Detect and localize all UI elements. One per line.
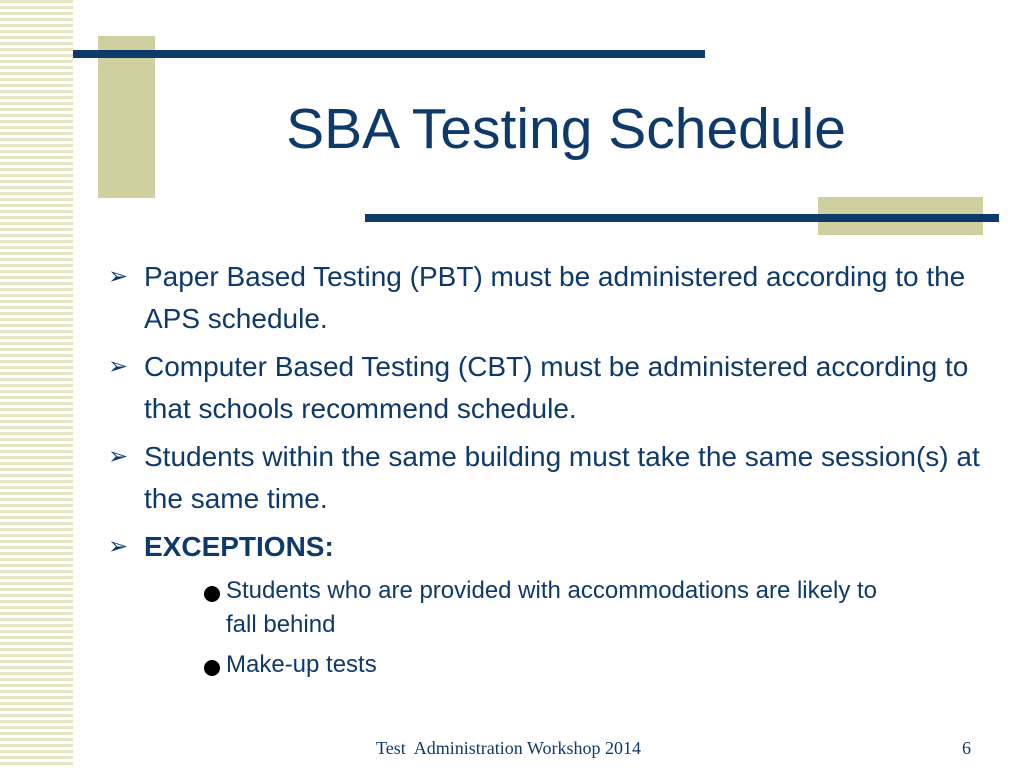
sub-bullet-item bbox=[204, 574, 886, 642]
bullet-text: Students within the same building must take the same session(s) at the same time. bbox=[144, 441, 980, 514]
arrow-bullet-icon: ➢ bbox=[108, 263, 129, 290]
slide-body bbox=[106, 256, 986, 688]
page-number: 6 bbox=[962, 738, 971, 758]
decorative-tan-block-top bbox=[98, 36, 155, 198]
arrow-bullet-icon: ➢ bbox=[108, 443, 129, 470]
sub-bullet-text: Students who are provided with accommodations are likely to fall behind bbox=[226, 577, 877, 638]
bullet-item-exceptions bbox=[106, 526, 986, 568]
dot-bullet-icon bbox=[204, 660, 220, 676]
footer-text: Test Administration Workshop 2014 bbox=[376, 738, 641, 758]
bullet-text: Computer Based Testing (CBT) must be administered according to that schools recommend schedule. bbox=[144, 351, 969, 424]
bullet-item bbox=[106, 346, 986, 430]
sub-bullet-text: Make-up tests bbox=[226, 651, 377, 678]
arrow-bullet-icon: ➢ bbox=[108, 533, 129, 560]
slide-title: SBA Testing Schedule bbox=[286, 97, 846, 161]
decorative-stripes bbox=[0, 0, 73, 768]
sub-bullet-item bbox=[204, 648, 886, 682]
title-rule-bottom bbox=[365, 214, 999, 222]
title-rule-top bbox=[73, 50, 705, 58]
arrow-bullet-icon: ➢ bbox=[108, 353, 129, 380]
bullet-text: Paper Based Testing (PBT) must be administered according to the APS schedule. bbox=[144, 261, 966, 334]
dot-bullet-icon bbox=[204, 586, 220, 602]
bullet-item bbox=[106, 436, 986, 520]
bullet-item bbox=[106, 256, 986, 340]
bullet-text: EXCEPTIONS: bbox=[144, 531, 334, 562]
